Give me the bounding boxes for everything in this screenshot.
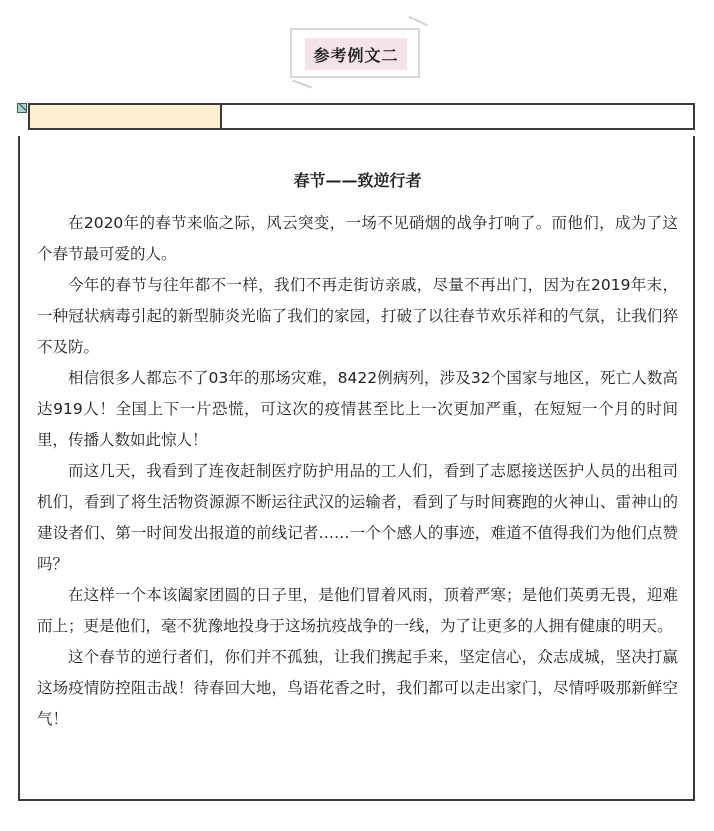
article-paragraph: 今年的春节与往年都不一样，我们不再走街访亲戚，尽量不再出门，因为在2019年末，一种冠状病毒引起的新型肺炎光临了我们的家园，打破了以往春节欢乐祥和的气氛，让我们猝不及防。 — [37, 276, 678, 356]
corner-decoration-icon — [17, 103, 27, 113]
article-paragraph: 在这样一个本该阖家团圆的日子里，是他们冒着风雨，顶着严寒；是他们英勇无畏，迎难而上；更是他们，毫不犹豫地投身于这场抗疫战争的一线，为了让更多的人拥有健康的明天。 — [37, 586, 678, 635]
article-paragraph: 在2020年的春节来临之际，风云突变，一场不见硝烟的战争打响了。而他们，成为了这个春节最可爱的人。 — [37, 214, 678, 263]
header-bar — [28, 103, 695, 130]
article-paragraph: 而这几天，我看到了连夜赶制医疗防护用品的工人们，看到了志愿接送医护人员的出租司机们，看到了将生活物资源源不断运往武汉的运输者，看到了与时间赛跑的火神山、雷神山的建设者们、第一时间发出报道的前线记者……一个个感人的事迹，难道不值得我们为他们点赞吗？ — [37, 462, 678, 573]
article-paragraph: 相信很多人都忘不了03年的那场灾难，8422例病列，涉及32个国家与地区，死亡人数高达919人！全国上下一片恐慌，可这次的疫情甚至比上一次更加严重，在短短一个月的时间里，传播人数如此惊人！ — [37, 369, 678, 449]
article-box — [18, 136, 695, 801]
title-badge: 参考例文二 — [305, 38, 407, 70]
article-paragraph: 这个春节的逆行者们，你们并不孤独，让我们携起手来，坚定信心，众志成城，坚决打赢这场疫情防控阻击战！待春回大地，鸟语花香之时，我们都可以走出家门，尽情呼吸那新鲜空气！ — [37, 648, 678, 728]
header-tab-fill — [30, 105, 222, 128]
article-title: 春节——致逆行者 — [293, 171, 422, 190]
title-badge-frame — [290, 28, 420, 78]
